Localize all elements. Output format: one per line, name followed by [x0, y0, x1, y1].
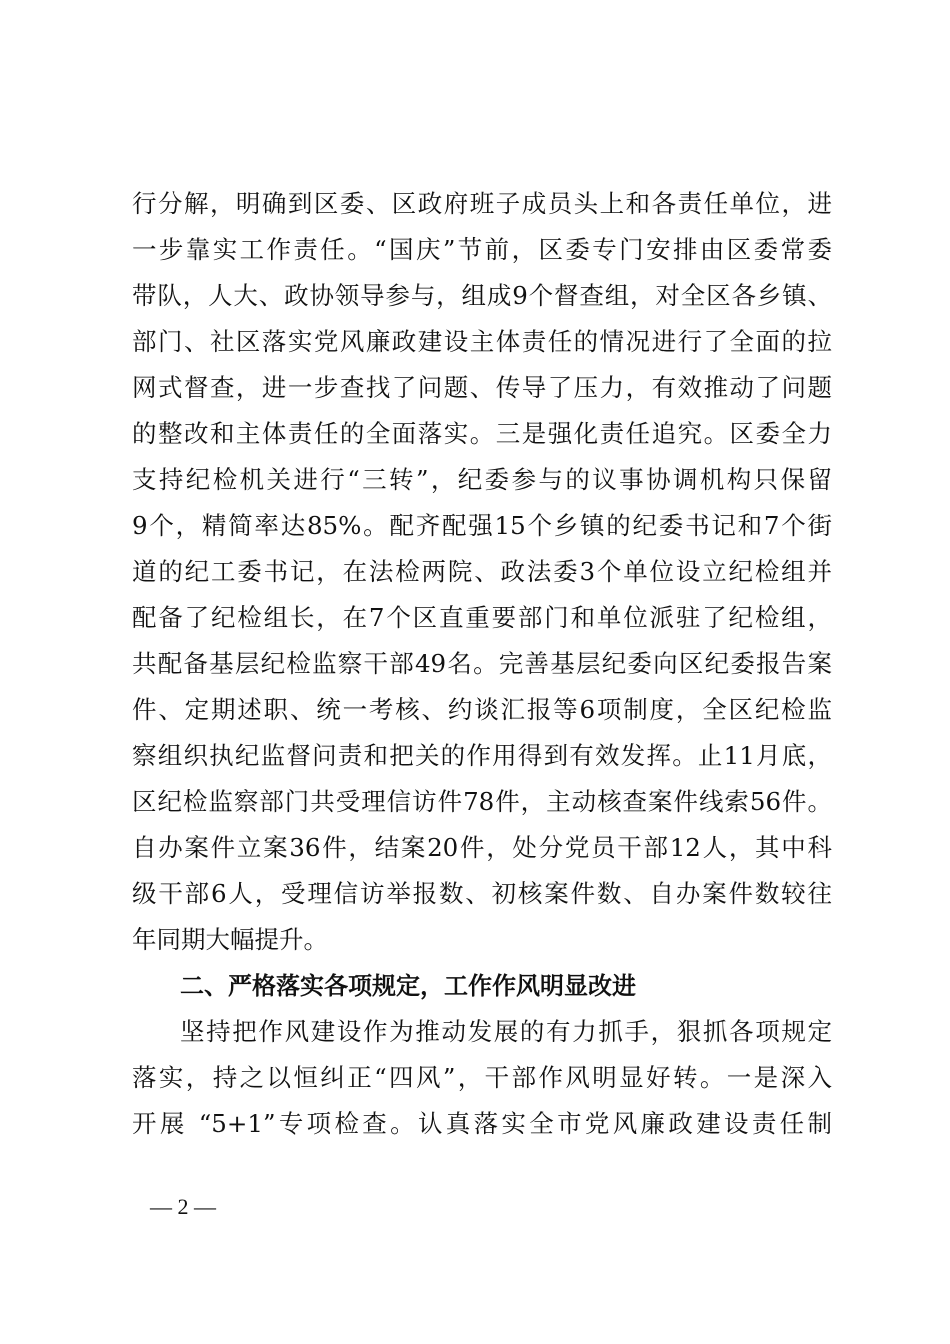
section-line-3: 开展 “5+1”专项检查。认真落实全市党风廉政建设责任制 — [132, 1109, 832, 1138]
body-line-10: 配备了纪检组长，在7个区直重要部门和单位派驻了纪检组， — [132, 603, 832, 632]
section-line-1: 坚持把作风建设作为推动发展的有力抓手，狠抓各项规定 — [180, 1017, 832, 1046]
section-heading: 二、严格落实各项规定，工作作风明显改进 — [180, 972, 636, 1000]
section-line-2: 落实，持之以恒纠正“四风”，干部作风明显好转。一是深入 — [132, 1063, 832, 1092]
page-number: — 2 — — [150, 1194, 216, 1219]
body-line-3: 带队，人大、政协领导参与，组成9个督查组，对全区各乡镇、 — [132, 281, 832, 310]
body-line-13: 察组织执纪监督问责和把关的作用得到有效发挥。止11月底， — [132, 741, 832, 770]
body-line-2: 一步靠实工作责任。“国庆”节前，区委专门安排由区委常委 — [132, 235, 832, 264]
body-line-4: 部门、社区落实党风廉政建设主体责任的情况进行了全面的拉 — [132, 327, 832, 356]
body-line-12: 件、定期述职、统一考核、约谈汇报等6项制度，全区纪检监 — [132, 695, 832, 724]
body-line-6: 的整改和主体责任的全面落实。三是强化责任追究。区委全力 — [132, 419, 832, 448]
body-line-8: 9个，精简率达85%。配齐配强15个乡镇的纪委书记和7个街 — [132, 511, 832, 540]
body-line-16: 级干部6人，受理信访举报数、初核案件数、自办案件数较往 — [132, 879, 832, 908]
body-line-11: 共配备基层纪检监察干部49名。完善基层纪委向区纪委报告案 — [132, 649, 832, 678]
body-line-1: 行分解，明确到区委、区政府班子成员头上和各责任单位，进 — [132, 189, 832, 218]
body-line-15: 自办案件立案36件，结案20件，处分党员干部12人，其中科 — [132, 833, 832, 862]
body-line-5: 网式督查，进一步查找了问题、传导了压力，有效推动了问题 — [132, 373, 832, 402]
body-line-17: 年同期大幅提升。 — [132, 925, 328, 954]
body-line-14: 区纪检监察部门共受理信访件78件，主动核查案件线索56件。 — [132, 787, 832, 816]
body-line-7: 支持纪检机关进行“三转”，纪委参与的议事协调机构只保留 — [132, 465, 832, 494]
body-line-9: 道的纪工委书记，在法检两院、政法委3个单位设立纪检组并 — [132, 557, 832, 586]
